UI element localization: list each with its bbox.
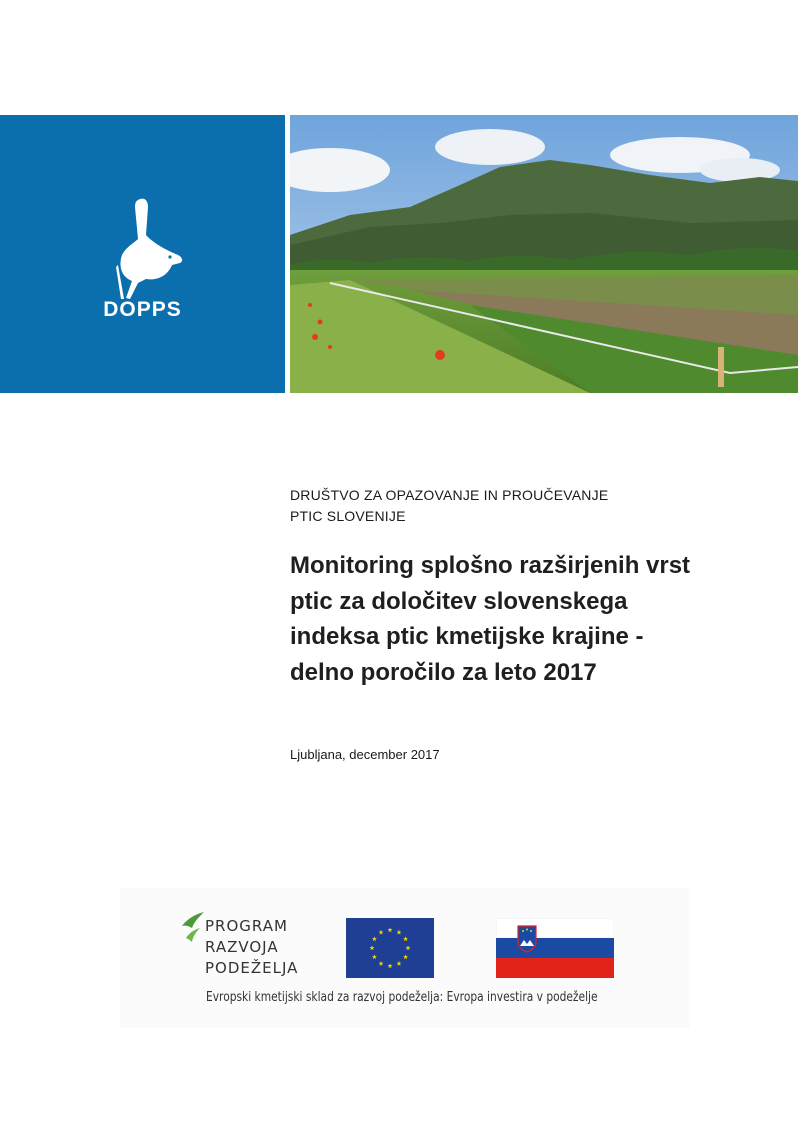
organization-line-1: DRUŠTVO ZA OPAZOVANJE IN PROUČEVANJE xyxy=(290,487,609,503)
organization-line-2: PTIC SLOVENIJE xyxy=(290,508,406,524)
bird-logo-icon xyxy=(108,195,188,305)
rural-development-program-logo xyxy=(205,916,298,979)
farmland-photo-image xyxy=(290,115,798,393)
slovenia-flag-icon xyxy=(496,918,614,978)
eu-flag-icon xyxy=(346,918,434,978)
place-date: Ljubljana, december 2017 xyxy=(290,747,440,762)
title-line-3: indeksa ptic kmetijske krajine - xyxy=(290,623,644,650)
dopps-logo-text: DOPPS xyxy=(103,298,182,321)
title-line-4: delno poročilo za leto 2017 xyxy=(290,658,597,686)
funding-caption: Evropski kmetijski sklad za razvoj podeželja: Evropa investira v podeželje xyxy=(206,990,598,1005)
funding-logos xyxy=(120,888,690,1028)
dopps-logo-panel xyxy=(0,115,285,393)
title-line-1: Monitoring splošno razširjenih vrst xyxy=(290,552,691,579)
program-line-2: RAZVOJA xyxy=(205,938,279,956)
title-line-2: ptic za določitev slovenskega xyxy=(290,587,628,615)
document-title xyxy=(290,548,760,690)
program-line-3: PODEŽELJA xyxy=(205,959,299,977)
program-line-1: PROGRAM xyxy=(205,917,288,935)
organization-name xyxy=(290,485,710,527)
farmland-photo xyxy=(290,115,798,393)
rural-development-swallow-icon xyxy=(180,908,206,944)
